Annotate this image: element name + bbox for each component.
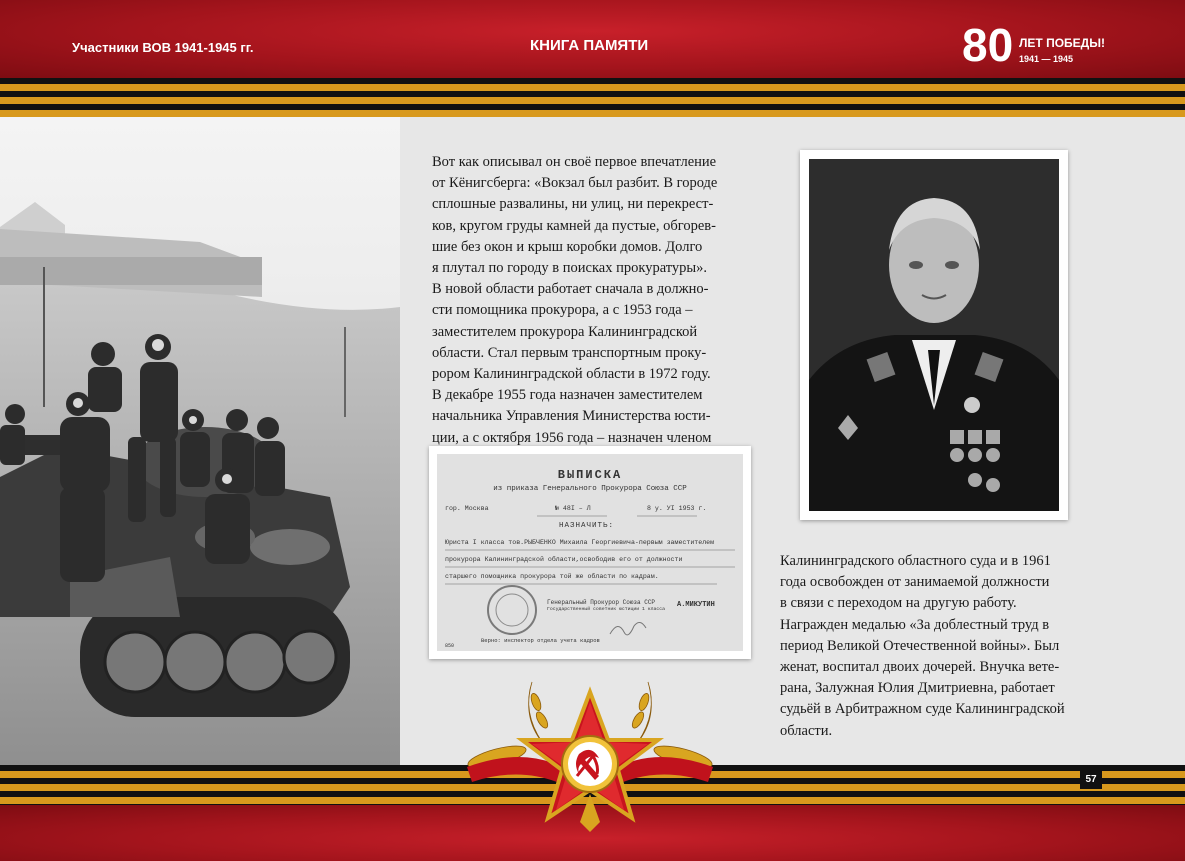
text-line: заместителем прокурора Калининградской [432,323,698,340]
st-george-ribbon-top [0,78,1185,117]
stamp-icon [488,586,536,634]
section-title: Участники ВОВ 1941-1945 гг. [72,40,254,55]
text-line: шие без окон и крыш коробки домов. Долго [432,238,703,255]
document-body-line: прокурора Калининградской области,освободив его от должности [445,556,683,563]
biography-text-bottom [780,551,1093,742]
document-signer-title: Генеральный Прокурор Союза ССР [547,599,656,606]
document-number: № 48I – Л [555,505,591,512]
text-line: я плутал по городу в поисках прокуратуры». [432,260,708,277]
document-title: ВЫПИСКА [557,468,623,482]
text-line: сплошные развалины, ни улиц, ни перекрест- [432,196,714,213]
soviet-star-emblem-icon [462,672,718,832]
archival-document-image [429,446,751,659]
text-line: Калининградского областного суда и в 1961 [780,553,1051,569]
document-signer-subtitle: Государственный советник юстиции 1 класса [547,607,666,612]
document-paper [437,454,743,651]
text-line: Вот как описывал он своё первое впечатление [432,154,717,170]
document-body-line: старшего помощника прокурора той же области по кадрам. [445,573,659,580]
document-subtitle: из приказа Генерального Прокурора Союза ССР [493,485,687,493]
anniversary-text: ЛЕТ ПОБЕДЫ! [1019,36,1105,50]
text-line: года освобожден от занимаемой должности [780,574,1050,591]
veteran-portrait-photo [800,150,1068,520]
signature-icon [610,622,646,634]
text-line: сти помощника прокурора, а с 1953 года – [432,302,693,319]
text-line: рана, Залужная Юлия Дмитриевна, работает [780,680,1055,697]
text-line: ков, кругом груды камней да пустые, обгорев- [432,217,716,234]
text-line: в связи с переходом на другую работу. [780,595,1017,612]
anniversary-years: 1941 — 1945 [1019,54,1074,64]
document-signer-name: А.МИКУТИН [677,601,715,609]
text-line: период Великой Отечественной войны». Был [780,637,1060,654]
document-body-line: Юриста I класса тов.РЫБЧЕНКО Михаила Георгиевича-первым заместителем [445,539,715,546]
text-line: В новой области работает сначала в должно- [432,281,709,298]
tank-soldiers-photo [0,117,400,765]
anniversary-number: 80 [962,19,1014,71]
text-line: Награжден медалью «За доблестный труд в [780,616,1050,633]
text-line: рором Калининградской области в 1972 году. [432,366,711,383]
text-line: начальника Управления Министерства юсти- [432,408,711,425]
text-line: ции, а с октября 1956 года – назначен членом [432,429,712,446]
document-underlines [437,454,743,651]
text-line: судьёй в Арбитражном суде Калининградской [780,701,1065,718]
book-title: КНИГА ПАМЯТИ [530,37,649,54]
text-line: В декабре 1955 года назначен заместителем [432,387,703,404]
text-line: от Кёнигсберга: «Вокзал был разбит. В городе [432,175,718,192]
biography-text-top [432,152,747,449]
document-corner-code: 850 [445,643,455,649]
document-city: гор. Москва [445,505,489,512]
text-line: женат, воспитал двоих дочерей. Внучка вете- [780,659,1060,676]
document-verified: Верно: инспектор отдела учета кадров [481,637,600,644]
document-appoint: НАЗНАЧИТЬ: [559,522,615,530]
page-number: 57 [1080,771,1102,789]
text-line: области. [780,722,833,739]
document-date: 8 у. УI 1953 г. [647,505,707,512]
text-line: области. Стал первым транспортным проку- [432,344,707,361]
